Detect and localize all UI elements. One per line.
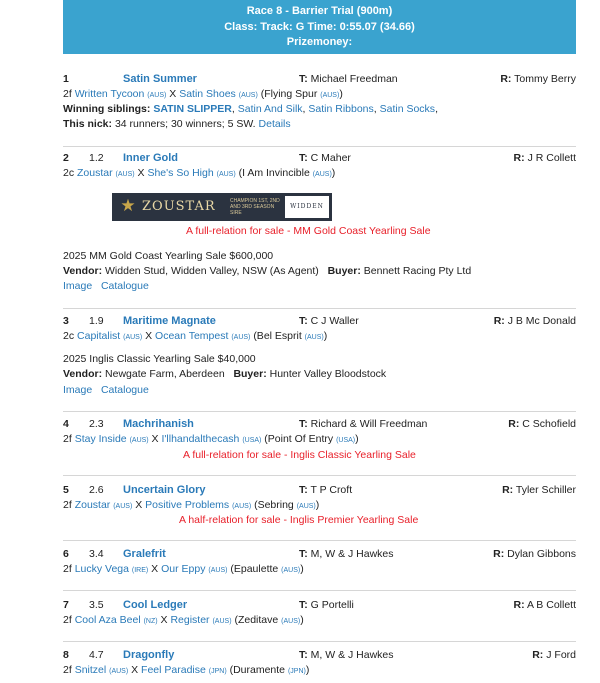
trainer-name: C Maher: [310, 152, 351, 164]
runner-number: 4: [63, 418, 69, 430]
sire-country: (NZ): [143, 618, 158, 625]
runner-price: 3.4: [89, 548, 104, 560]
dam-link[interactable]: She's So High: [147, 167, 214, 179]
relation-for-sale-link[interactable]: A full-relation for sale - Inglis Classic Yearling Sale: [183, 449, 416, 461]
vendor-buyer-line: [63, 265, 471, 278]
dam-country: (AUS): [232, 503, 252, 510]
cross-mark: X: [151, 433, 159, 445]
damsire-country: (JPN): [287, 668, 306, 675]
rider-name: J Ford: [546, 649, 576, 661]
rider-name: Tommy Berry: [514, 73, 576, 85]
rider-name: C Schofield: [522, 418, 576, 430]
rider-info: [514, 152, 576, 165]
divider: [63, 540, 576, 541]
dam-link[interactable]: Register: [170, 614, 210, 626]
image-link[interactable]: Image: [63, 384, 93, 396]
stud-logo: WIDDEN: [285, 196, 329, 218]
dam-country: (AUS): [216, 171, 236, 178]
pedigree-line: [63, 664, 309, 678]
sire-link[interactable]: Stay Inside: [74, 433, 127, 445]
trainer-label: T:: [299, 73, 308, 85]
damsire-country: (AUS): [304, 334, 324, 341]
rider-name: A B Collett: [526, 599, 576, 611]
buyer-label: Buyer:: [327, 265, 361, 277]
runner-number: 5: [63, 484, 69, 496]
dam-link[interactable]: Positive Problems: [145, 499, 230, 511]
damsire-name: (Sebring: [254, 499, 294, 511]
rider-label: R:: [508, 418, 520, 430]
bracket-close: ): [339, 88, 343, 100]
trainer-name: C J Waller: [310, 315, 359, 327]
damsire-name: (Epaulette: [230, 563, 279, 575]
sire-link[interactable]: Capitalist: [77, 330, 121, 342]
damsire-name: (Flying Spur: [260, 88, 318, 100]
damsire-name: (Zeditave: [234, 614, 279, 626]
rider-info: [532, 649, 576, 662]
rider-info: [493, 548, 576, 561]
rider-info: [502, 484, 576, 497]
pedigree-line: [63, 167, 335, 181]
dam-country: (USA): [242, 437, 262, 444]
dam-country: (AUS): [238, 92, 258, 99]
relation-for-sale-link[interactable]: A half-relation for sale - Inglis Premier Yearling Sale: [179, 514, 419, 526]
sex-age: 2f: [63, 664, 72, 676]
cross-mark: X: [169, 88, 177, 100]
trainer-info: [299, 418, 427, 431]
winning-siblings-label: Winning siblings:: [63, 103, 151, 115]
runner-number: 7: [63, 599, 69, 611]
vendor-name: Widden Stud, Widden Valley, NSW (As Agent): [105, 265, 319, 277]
horse-name-link[interactable]: Dragonfly: [123, 649, 175, 661]
horse-name-link[interactable]: Maritime Magnate: [123, 315, 216, 327]
rider-label: R:: [493, 315, 505, 327]
pedigree-line: [63, 330, 327, 344]
rider-label: R:: [502, 484, 514, 496]
damsire-country: (USA): [336, 437, 356, 444]
pedigree-line: [63, 433, 359, 447]
sex-age: 2f: [63, 499, 72, 511]
trainer-info: [299, 484, 352, 497]
runner-number: 2: [63, 152, 69, 164]
trainer-label: T:: [299, 548, 308, 560]
rider-info: [494, 315, 576, 328]
bracket-close: ): [331, 167, 336, 179]
rider-label: R:: [532, 649, 544, 661]
cross-mark: X: [135, 499, 143, 511]
sire-link[interactable]: Snitzel: [74, 664, 107, 676]
runner-number: 3: [63, 315, 69, 327]
runner-number: 6: [63, 548, 69, 560]
sire-link[interactable]: Zoustar: [74, 499, 111, 511]
divider: [63, 146, 576, 147]
race-title: Race 8 - Barrier Trial (900m): [246, 5, 393, 17]
runner-number: 1: [63, 73, 69, 85]
pedigree-line: [63, 88, 343, 102]
trainer-info: [299, 73, 398, 86]
sex-age: 2f: [63, 614, 72, 626]
dam-link[interactable]: Satin Shoes: [179, 88, 236, 100]
horse-name-link[interactable]: Uncertain Glory: [123, 484, 206, 496]
runner-price: 2.6: [89, 484, 104, 496]
damsire-country: (AUS): [281, 567, 301, 574]
sex-age: 2f: [63, 563, 72, 575]
sibling-link[interactable]: Satin Socks: [379, 103, 436, 115]
damsire-name: (Duramente: [229, 664, 286, 676]
horse-name-link[interactable]: Machrihanish: [123, 418, 194, 430]
dam-country: (JPN): [208, 668, 227, 675]
sale-info: 2025 Inglis Classic Yearling Sale $40,000: [63, 353, 256, 365]
banner-tagline: CHAMPION 1ST, 2ND AND 3RD SEASON SIRE: [230, 198, 280, 216]
trainer-name: M, W & J Hawkes: [310, 548, 394, 560]
image-link[interactable]: Image: [63, 280, 93, 292]
sire-country: (AUS): [123, 334, 143, 341]
sibling-link[interactable]: SATIN SLIPPER: [153, 103, 232, 115]
rider-label: R:: [493, 548, 505, 560]
horse-name-link[interactable]: Cool Ledger: [123, 599, 188, 611]
trainer-info: [299, 315, 359, 328]
vendor-buyer-line: [63, 368, 386, 381]
trainer-label: T:: [299, 599, 308, 611]
damsire-country: (AUS): [296, 503, 316, 510]
damsire-name: (Bel Esprit: [253, 330, 302, 342]
bracket-close: ): [300, 614, 304, 626]
rider-name: J R Collett: [527, 152, 576, 164]
runner-price: 1.2: [89, 152, 104, 164]
cross-mark: X: [131, 664, 139, 676]
rider-label: R:: [513, 599, 525, 611]
trainer-name: Richard & Will Freedman: [310, 418, 428, 430]
sale-info: 2025 MM Gold Coast Yearling Sale $600,000: [63, 250, 274, 262]
sire-country: (AUS): [113, 503, 133, 510]
damsire-country: (AUS): [312, 171, 332, 178]
runner-price: 4.7: [89, 649, 104, 661]
sex-age: 2c: [63, 167, 75, 179]
cross-mark: X: [137, 167, 145, 179]
race-class-track-time: Class: Track: G Time: 0:55.07 (34.66): [224, 20, 415, 33]
pedigree-line: [63, 614, 304, 628]
trainer-info: [299, 548, 394, 561]
horse-name-link[interactable]: Satin Summer: [123, 73, 197, 85]
dam-country: (AUS): [208, 567, 228, 574]
damsire-country: (AUS): [320, 92, 340, 99]
this-nick-label: This nick:: [63, 118, 113, 130]
cross-mark: X: [151, 563, 159, 575]
sire-link[interactable]: Lucky Vega: [74, 563, 129, 575]
nick-stats: 34 runners; 30 winners; 5 SW.: [114, 118, 256, 130]
star-icon: ★: [120, 196, 136, 215]
damsire-name: (I Am Invincible: [238, 167, 310, 179]
buyer-label: Buyer:: [233, 368, 267, 380]
runner-price: 3.5: [89, 599, 104, 611]
dam-link[interactable]: Ocean Tempest: [155, 330, 229, 342]
vendor-name: Newgate Farm, Aberdeen: [105, 368, 225, 380]
trainer-label: T:: [299, 484, 308, 496]
media-links: [63, 384, 149, 397]
divider: [63, 308, 576, 309]
rider-label: R:: [500, 73, 512, 85]
divider: [63, 641, 576, 642]
rider-info: [508, 418, 576, 431]
relation-for-sale-link[interactable]: A full-relation for sale - MM Gold Coast Yearling Sale: [186, 225, 431, 237]
media-links: [63, 280, 149, 293]
damsire-country: (AUS): [281, 618, 301, 625]
banner-sire-name: ZOUSTAR: [142, 199, 216, 214]
sibling-link[interactable]: Satin And Silk: [237, 103, 303, 115]
sire-link[interactable]: Cool Aza Beel: [74, 614, 141, 626]
dam-link[interactable]: Feel Paradise: [141, 664, 206, 676]
sire-link[interactable]: Zoustar: [77, 167, 113, 179]
pedigree-line: [63, 499, 319, 513]
trainer-label: T:: [299, 418, 308, 430]
vendor-label: Vendor:: [63, 265, 103, 277]
bracket-close: ): [323, 330, 328, 342]
race-prizemoney: Prizemoney:: [286, 36, 353, 48]
cross-mark: X: [145, 330, 153, 342]
catalogue-link[interactable]: Catalogue: [100, 384, 149, 396]
runner-number: 8: [63, 649, 69, 661]
trainer-label: T:: [299, 315, 308, 327]
sex-age: 2f: [63, 88, 72, 100]
trainer-info: [299, 649, 394, 662]
trainer-info: [299, 599, 354, 612]
vendor-label: Vendor:: [63, 368, 103, 380]
runner-price: 2.3: [89, 418, 104, 430]
sire-country: (IRE): [131, 567, 149, 574]
dam-country: (AUS): [231, 334, 251, 341]
divider: [63, 475, 576, 476]
rider-info: [500, 73, 576, 86]
horse-name-link[interactable]: Gralefrit: [123, 548, 166, 560]
dam-link[interactable]: I'llhandalthecash: [161, 433, 240, 445]
sire-advert-banner[interactable]: [112, 193, 332, 221]
dam-country: (AUS): [212, 618, 232, 625]
trainer-name: M, W & J Hawkes: [310, 649, 394, 661]
bracket-close: ): [305, 664, 310, 676]
bracket-close: ): [300, 563, 304, 575]
pedigree-line: [63, 563, 304, 577]
rider-name: J B Mc Donald: [507, 315, 576, 327]
sibling-link[interactable]: Satin Ribbons: [308, 103, 374, 115]
dam-link[interactable]: Our Eppy: [161, 563, 206, 575]
winning-siblings-line: Winning siblings: SATIN SLIPPER, Satin And Silk, Satin Ribbons, Satin Socks,: [63, 103, 438, 115]
race-header: [63, 0, 576, 54]
divider: [63, 590, 576, 591]
rider-label: R:: [513, 152, 525, 164]
trainer-name: T P Croft: [310, 484, 353, 496]
trainer-name: G Portelli: [310, 599, 354, 611]
divider: [63, 411, 576, 412]
trainer-name: Michael Freedman: [310, 73, 398, 85]
sire-country: (AUS): [109, 668, 129, 675]
rider-info: [514, 599, 576, 612]
sire-country: (AUS): [147, 92, 167, 99]
buyer-name: Bennett Racing Pty Ltd: [363, 265, 472, 277]
sire-country: (AUS): [129, 437, 149, 444]
runner-price: 1.9: [89, 315, 104, 327]
sire-link[interactable]: Written Tycoon: [74, 88, 145, 100]
rider-name: Dylan Gibbons: [507, 548, 576, 560]
trainer-info: [299, 152, 351, 165]
details-link[interactable]: Details: [258, 118, 291, 130]
trainer-label: T:: [299, 649, 308, 661]
catalogue-link[interactable]: Catalogue: [100, 280, 149, 292]
buyer-name: Hunter Valley Bloodstock: [269, 368, 387, 380]
sex-age: 2f: [63, 433, 72, 445]
cross-mark: X: [160, 614, 168, 626]
horse-name-link[interactable]: Inner Gold: [123, 152, 178, 164]
bracket-close: ): [355, 433, 359, 445]
sex-age: 2c: [63, 330, 75, 342]
damsire-name: (Point Of Entry: [264, 433, 334, 445]
sire-country: (AUS): [115, 171, 135, 178]
trainer-label: T:: [299, 152, 308, 164]
rider-name: Tyler Schiller: [515, 484, 576, 496]
nick-line: [63, 118, 291, 131]
bracket-close: ): [315, 499, 320, 511]
